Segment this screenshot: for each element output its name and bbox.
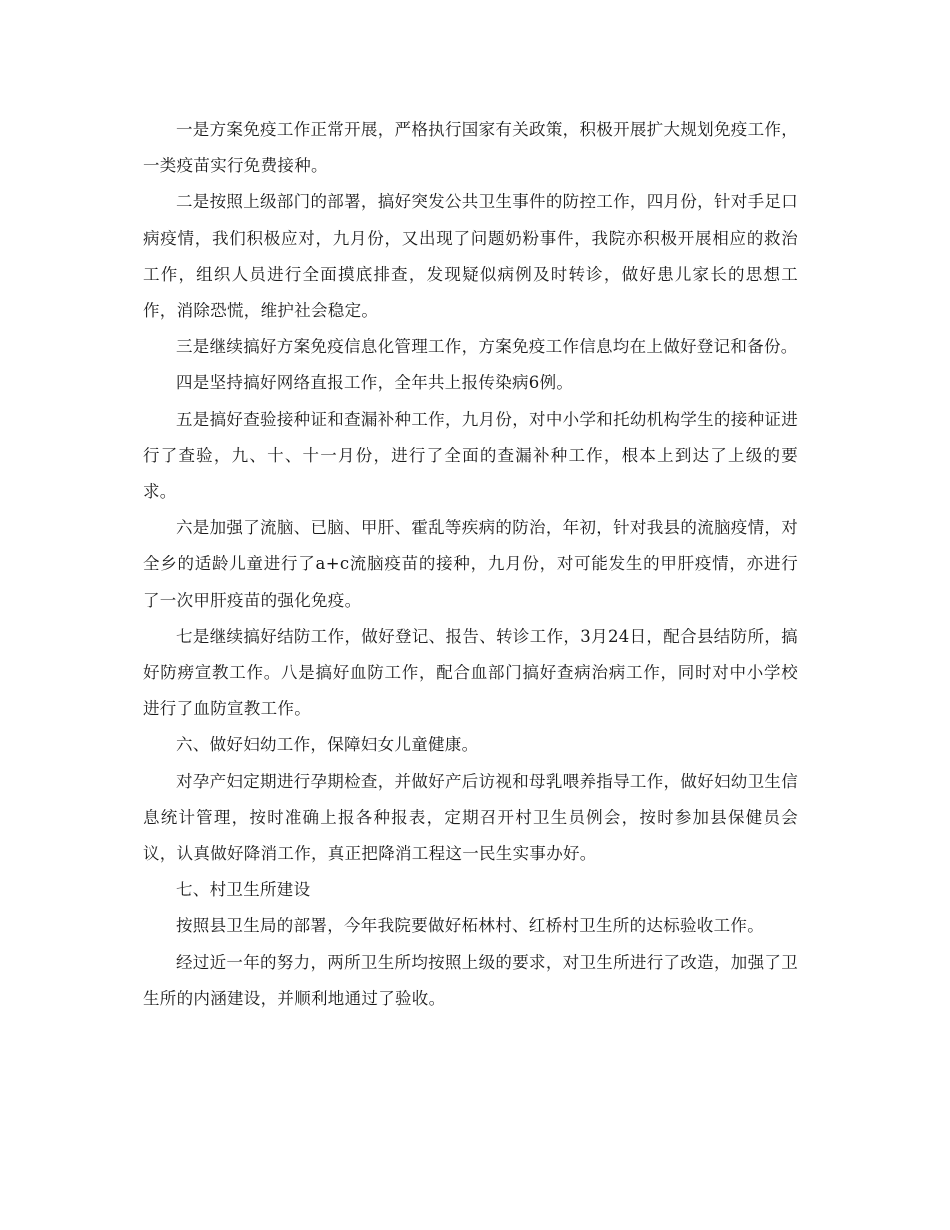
paragraph-2: 二是按照上级部门的部署，搞好突发公共卫生事件的防控工作，四月份，针对手足口病疫情，我们积极应对，九月份，又出现了问题奶粉事件，我院亦积极开展相应的救治工作，组织人员进行全面摸底排查，发现疑似病例及时转诊，做好患儿家长的思想工作，消除恐慌，维护社会稳定。 (143, 192, 798, 321)
paragraph-9: 对孕产妇定期进行孕期检查，并做好产后访视和母乳喂养指导工作，做好妇幼卫生信息统计管理，按时准确上报各种报表，定期召开村卫生员例会，按时参加县保健员会议，认真做好降消工作，真正把降消工程这一民生实事办好。 (143, 771, 798, 864)
paragraph-6: 六是加强了流脑、已脑、甲肝、霍乱等疾病的防治，年初，针对我县的流脑疫情，对全乡的适龄儿童进行了a+c流脑疫苗的接种，九月份，对可能发生的甲肝疫情，亦进行了一次甲肝疫苗的强化免疫。 (143, 518, 798, 610)
paragraph-12: 经过近一年的努力，两所卫生所均按照上级的要求，对卫生所进行了改造，加强了卫生所的内涵建设，并顺利地通过了验收。 (143, 952, 798, 1008)
section-heading-village-clinic: 七、村卫生所建设 (176, 880, 311, 900)
paragraph-1: 一是方案免疫工作正常开展，严格执行国家有关政策，积极开展扩大规划免疫工作，一类疫苗实行免费接种。 (143, 120, 798, 176)
paragraph-11: 按照县卫生局的部署，今年我院要做好柘林村、红桥村卫生所的达标验收工作。 (176, 916, 764, 936)
paragraph-3: 三是继续搞好方案免疫信息化管理工作，方案免疫工作信息均在上做好登记和备份。 (176, 337, 798, 357)
paragraph-5: 五是搞好查验接种证和查漏补种工作，九月份，对中小学和托幼机构学生的接种证进行了查验，九、十、十一月份，进行了全面的查漏补种工作，根本上到达了上级的要求。 (143, 409, 798, 502)
paragraph-7: 七是继续搞好结防工作，做好登记、报告、转诊工作，3月24日，配合县结防所，搞好防痨宣教工作。八是搞好血防工作，配合血部门搞好查病治病工作，同时对中小学校进行了血防宣教工作。 (143, 626, 798, 719)
paragraph-4: 四是坚持搞好网络直报工作，全年共上报传染病6例。 (176, 373, 574, 393)
document-body (143, 112, 798, 1017)
section-heading-maternal-child-health: 六、做好妇幼工作，保障妇女儿童健康。 (176, 735, 479, 755)
